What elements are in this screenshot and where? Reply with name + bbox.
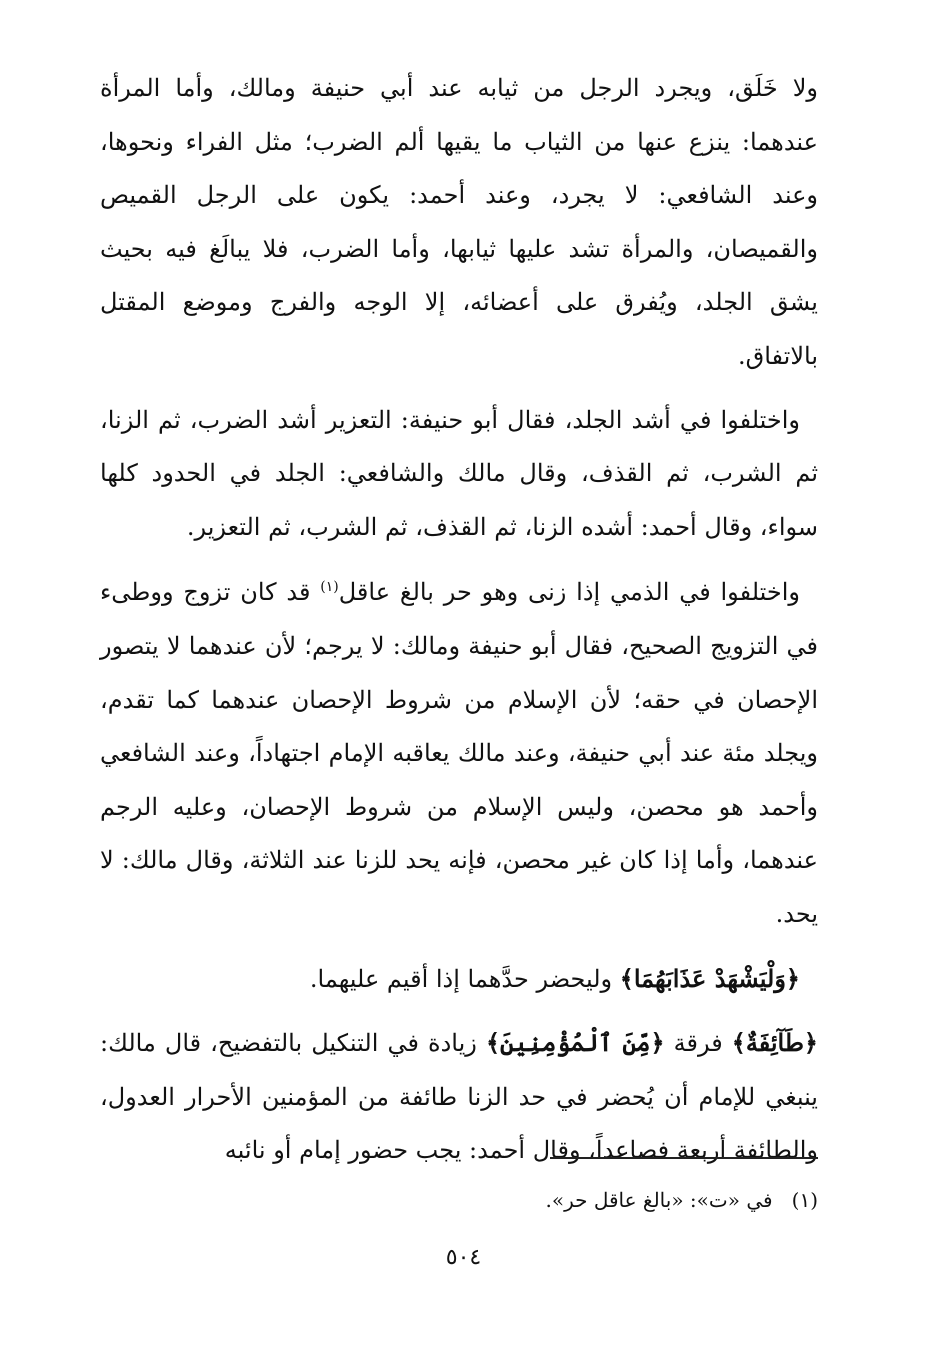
footnote (300, 1180, 818, 1220)
paragraph-3 (100, 566, 818, 941)
paragraph-4 (100, 952, 818, 1007)
paragraph-2: واختلفوا في أشد الجلد، فقال أبو حنيفة: التعزير أشد الضرب، ثم الزنا، ثم الشرب، ثم القذف، وقال مالك والشافعي: الجلد في الحدود كلها سواء، وقال أحمد: أشده الزنا، ثم القذف، ثم الشرب، ثم التعزير. (100, 405, 818, 541)
footnote-divider (550, 1157, 818, 1159)
quran-verse: ﴿طَآئِفَةٌ﴾ (731, 1028, 818, 1058)
paragraph-3-start: واختلفوا في الذمي إذا زنى وهو حر بالغ عاقل (338, 578, 801, 607)
paragraph-4-text: وليحضر حدَّهما إذا أقيم عليهما. (309, 964, 620, 993)
paragraph-1: ولا خَلَق، ويجرد الرجل من ثيابه عند أبي حنيفة ومالك، وأما المرأة عندهما: ينزع عنها من الثياب ما يقيها ألم الضرب؛ مثل الفراء ونحوها، وعند الشافعي: لا يجرد، وعند أحمد: يكون على الرجل القميص والقميصان، والمرأة تشد عليها ثيابها، وأما الضرب، فلا يبالَغ فيه بحيث يشق الجلد، ويُفرق على أعضائه، إلا الوجه والفرج وموضع المقتل بالاتفاق. (100, 74, 819, 370)
paragraph-5-text: زيادة في التنكيل بالتفضيح، قال مالك: ينبغي للإمام أن يُحضر في حد الزنا طائفة من المؤمنين الأحرار العدول، والطائفة أربعة فصاعداً، وقال أحمد: يجب حضور إمام أو نائبه (100, 1029, 818, 1165)
footnote-marker: (١) (791, 1188, 818, 1212)
quran-verse: ﴿وَلْيَشْهَدْ عَذَابَهُمَا﴾ (619, 963, 800, 993)
quran-verse: ﴿مِّنَ ٱلْمُؤْمِنِينَ﴾ (485, 1028, 665, 1058)
paragraph-5-text: فرقة (664, 1029, 732, 1058)
main-text (100, 62, 818, 1178)
page-number: ٥٠٤ (445, 1245, 482, 1270)
footnote-reference[interactable]: (١) (320, 579, 339, 596)
footnote-text: في «ت»: «بالغ عاقل حر». (545, 1188, 773, 1212)
paragraph-3-rest: قد كان تزوج ووطىء في التزويج الصحيح، فقال أبو حنيفة ومالك: لا يرجم؛ لأن عندهما لا يتصور الإحصان في حقه؛ لأن الإسلام من شروط الإحصان عندهما كما تقدم، ويجلد مئة عند أبي حنيفة، وعند مالك يعاقبه الإمام اجتهاداً، وعند الشافعي وأحمد هو محصن، وليس الإسلام من شروط الإحصان، وعليه الرجم عندهما، وأما إذا كان غير محصن، فإنه يحد للزنا عند الثلاثة، وقال مالك: لا يحد. (100, 578, 818, 928)
paragraph-5 (100, 1016, 818, 1178)
